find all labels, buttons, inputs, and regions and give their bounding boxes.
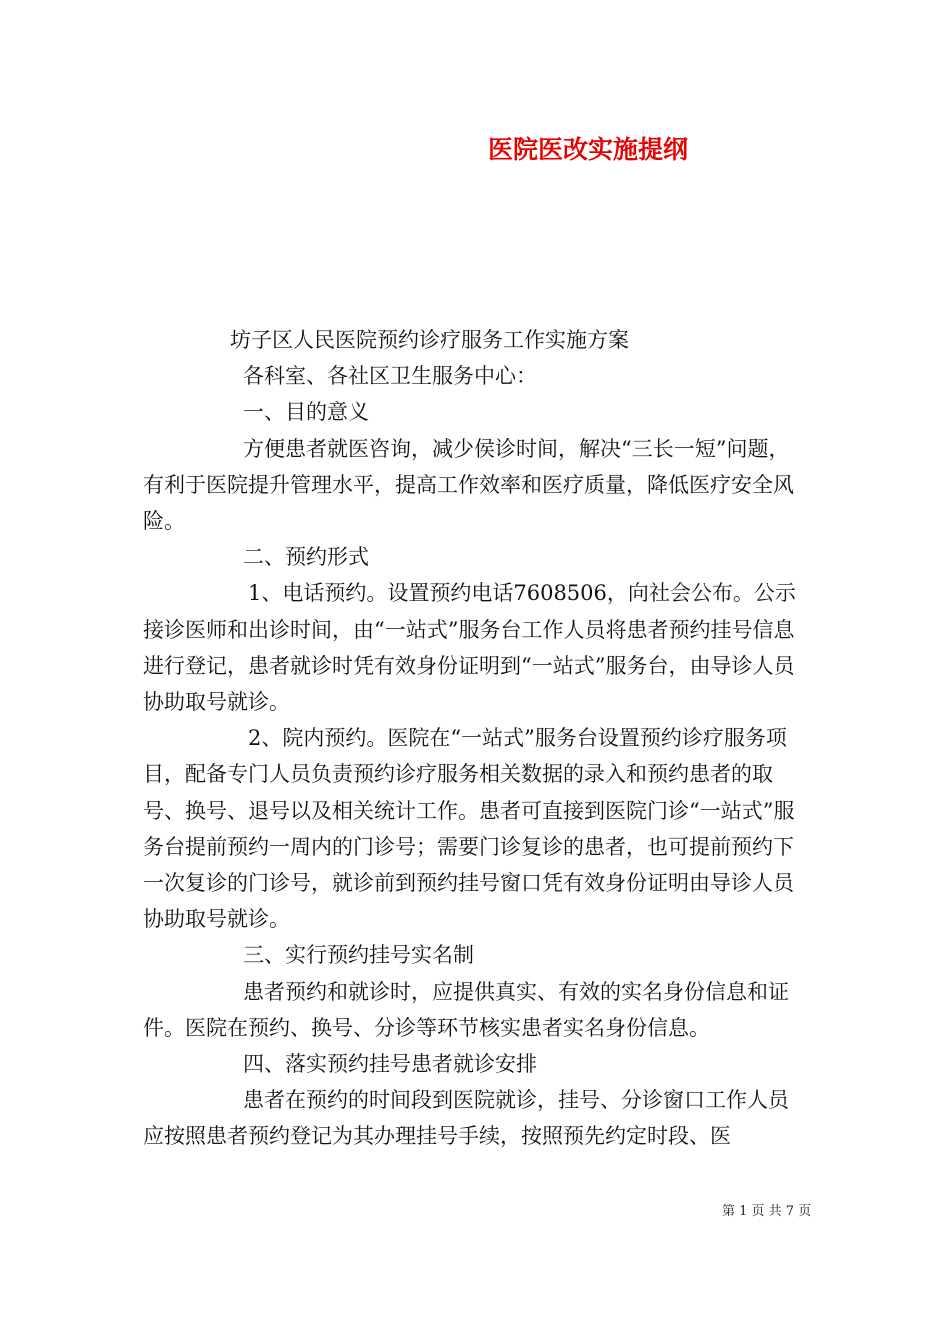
section-heading: 三、实行预约挂号实名制 [243,943,474,968]
paragraph: 患者预约和就诊时，应提供真实、有效的实名身份信息和证件。医院在预约、换号、分诊等环节核实患者实名身份信息。 [143,979,789,1040]
document-title: 医院医改实施提纲 [488,135,689,164]
document-subtitle: 坊子区人民医院预约诊疗服务工作实施方案 [230,328,629,352]
page-number: 第 1 页 共 7 页 [722,1204,812,1219]
paragraph: 方便患者就医咨询，减少侯诊时间，解决“三长一短”问题，有利于医院提升管理水平，提高工作效率和医疗质量，降低医疗安全风险。 [143,436,794,534]
document-body [143,322,808,1155]
paragraph: 1、电话预约。设置预约电话7608506，向社会公布。公示接诊医师和出诊时间，由“一站式”服务台工作人员将患者预约挂号信息进行登记，患者就诊时凭有效身份证明到“一站式”服务台，由导诊人员协助取号就诊。 [143,581,796,715]
paragraph: 患者在预约的时间段到医院就诊，挂号、分诊窗口工作人员应按照患者预约登记为其办理挂号手续，按照预先约定时段、医 [143,1088,789,1149]
section-heading: 一、目的意义 [243,400,369,425]
section-heading: 四、落实预约挂号患者就诊安排 [243,1052,537,1077]
salutation: 各科室、各社区卫生服务中心： [243,364,537,389]
paragraph: 2、院内预约。医院在“一站式”服务台设置预约诊疗服务项目，配备专门人员负责预约诊疗服务相关数据的录入和预约患者的取号、换号、退号以及相关统计工作。患者可直接到医院门诊“一站式”服务台提前预约一周内的门诊号；需要门诊复诊的患者，也可提前预约下一次复诊的门诊号，就诊前到预约挂号窗口凭有效身份证明由导诊人员协助取号就诊。 [143,726,795,932]
section-heading: 二、预约形式 [243,545,369,570]
